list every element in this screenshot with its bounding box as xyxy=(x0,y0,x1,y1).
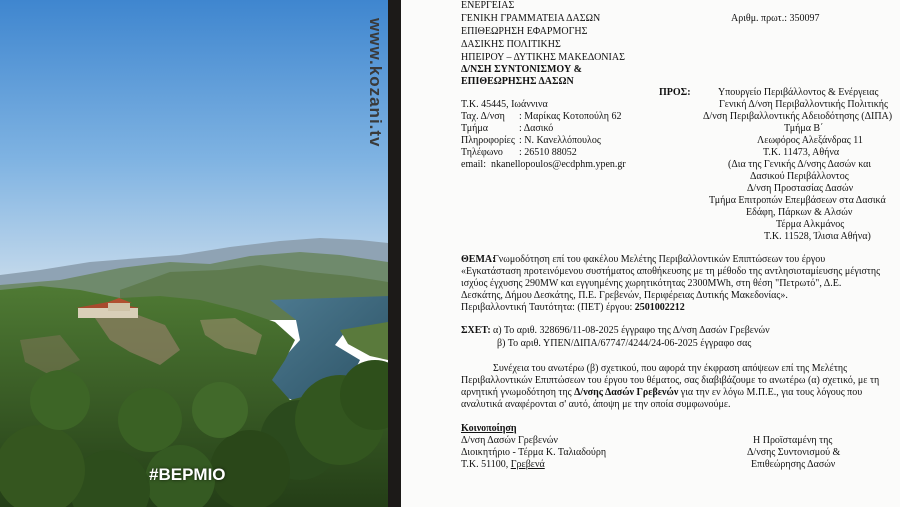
body-text: αρνητική γνωμοδότηση της xyxy=(461,387,575,398)
body-text: για την εν λόγω Μ.Π.Ε., για τους λόγους που xyxy=(678,387,863,398)
sender-line: ΕΝΕΡΓΕΙΑΣ xyxy=(461,0,515,11)
recipient-line: (Δια της Γενικής Δ/νσης Δασών και xyxy=(728,159,872,170)
address-label: Ταχ. Δ/νση xyxy=(461,111,505,122)
cc-city: Γρεβενά xyxy=(510,459,545,470)
signature-line: Επιθεώρησης Δασών xyxy=(751,459,836,470)
cc-line xyxy=(461,459,545,471)
hashtag-label: #ΒΕΡΜΙΟ xyxy=(149,465,226,484)
subject-label: ΘΕΜΑ: xyxy=(461,254,496,265)
cc-line: Δ/νση Δασών Γρεβενών xyxy=(461,435,558,446)
sender-line: ΔΑΣΙΚΗΣ ΠΟΛΙΤΙΚΗΣ xyxy=(461,39,561,50)
reference-line: β) Το αριθ. ΥΠΕΝ/ΔΙΠΑ/67747/4244/24-06-2025 έγγραφο σας xyxy=(497,338,752,349)
body-line: αναλυτικά αναφέρονται σ' αυτό, άποψη με την οποία συμφωνούμε. xyxy=(461,399,731,410)
subject-line xyxy=(461,302,685,314)
recipient-line: Τμήμα Επιτροπών Επεμβάσεων στα Δασικά xyxy=(709,195,886,206)
vermio-lake-landscape xyxy=(0,0,388,507)
protocol-number: Αριθμ. πρωτ.: 350097 xyxy=(731,13,820,24)
document-page xyxy=(401,0,900,507)
subject-line: ισχύος έγχυσης 290MW και εγγυημένης χωρητικότητας 2300MWh, στη θέση "Πετρωτό", Δ.Ε. xyxy=(461,278,842,289)
body-line: Περιβαλλοντικών Επιπτώσεων του έργου του θέματος, σας διαβιβάζουμε το ανωτέρω (α) σχετικό, με τη xyxy=(461,375,880,386)
phone-value: : 26510 88052 xyxy=(519,147,577,158)
landscape-photo xyxy=(0,0,388,507)
department-value: : Δασικό xyxy=(519,123,554,134)
subject-line: Γνωμοδότηση επί του φακέλου Μελέτης Περιβαλλοντικών Επιπτώσεων του έργου xyxy=(493,254,826,265)
recipient-line: Τμήμα Β΄ xyxy=(784,123,824,134)
recipient-line: Τέρμα Αλκμάνος xyxy=(776,219,845,230)
sender-line: ΓΕΝΙΚΗ ΓΡΑΜΜΑΤΕΙΑ ΔΑΣΩΝ xyxy=(461,13,601,24)
recipient-line: Δ/νση Προστασίας Δασών xyxy=(747,183,854,194)
cc-postcode: Τ.Κ. 51100, xyxy=(461,459,511,470)
recipient-line: Δ/νση Περιβαλλοντικής Αδειοδότησης (ΔΙΠΑ) xyxy=(703,111,893,122)
body-emphasis: Δ/νσης Δασών Γρεβενών xyxy=(574,387,679,398)
reference-label: ΣΧΕΤ: xyxy=(461,325,491,336)
pet-code: 2501002212 xyxy=(634,302,685,313)
watermark-text: www.kozani.tv xyxy=(366,18,385,148)
address-value: : Μαρίκας Κοτοπούλη 62 xyxy=(519,111,622,122)
pet-label: Περιβαλλοντική Ταυτότητα: (ΠΕΤ) έργου: xyxy=(461,302,635,313)
sender-line: Δ/ΝΣΗ ΣΥΝΤΟΝΙΣΜΟΥ & xyxy=(461,64,582,75)
to-label: ΠΡΟΣ: xyxy=(659,87,691,98)
sender-line: ΗΠΕΙΡΟΥ – ΔΥΤΙΚΗΣ ΜΑΚΕΔΟΝΙΑΣ xyxy=(461,52,625,63)
recipient-line: Τ.Κ. 11528, Ίλισια Αθήνα) xyxy=(764,231,871,242)
sender-line: ΕΠΙΘΕΩΡΗΣΗΣ ΔΑΣΩΝ xyxy=(461,76,574,87)
recipient-line: Υπουργείο Περιβάλλοντος & Ενέργειας xyxy=(718,87,879,98)
subject-line: «Εγκατάσταση προτεινόμενου συστήματος αποθήκευσης με τη μέθοδο της αντλησιοταμίευσης μέγιστης xyxy=(461,266,881,277)
subject-line: Δεσκάτης, Δήμου Δεσκάτης, Π.Ε. Γρεβενών, Περιφέρειας Δυτικής Μακεδονίας». xyxy=(461,290,788,301)
cc-line: Διοικητήριο - Τέρμα Κ. Ταλιαδούρη xyxy=(461,447,607,458)
recipient-line: Εδάφη, Πάρκων & Αλσών xyxy=(746,207,853,218)
sender-line: ΕΠΙΘΕΩΡΗΣΗ ΕΦΑΡΜΟΓΗΣ xyxy=(461,26,588,37)
email-label: email: xyxy=(461,159,486,170)
email-value: nkanellopoulos@ecdphm.ypen.gr xyxy=(491,159,626,170)
signature-line: Δ/νσης Συντονισμού & xyxy=(747,447,841,458)
department-label: Τμήμα xyxy=(461,123,488,134)
body-line xyxy=(461,387,862,399)
info-label: Πληροφορίες xyxy=(461,135,515,146)
body-line: Συνέχεια του ανωτέρω (β) σχετικού, που αφορά την έκφραση απόψεων επί της Μελέτης xyxy=(493,363,848,374)
phone-label: Τηλέφωνο xyxy=(461,147,503,158)
cc-label: Κοινοποίηση xyxy=(461,423,517,434)
recipient-line: Δασικού Περιβάλλοντος xyxy=(750,171,849,182)
reference-line: α) Το αριθ. 328696/11-08-2025 έγγραφο της Δ/νση Δασών Γρεβενών xyxy=(493,325,770,336)
recipient-line: Γενική Δ/νση Περιβαλλοντικής Πολιτικής xyxy=(719,99,888,110)
divider-strip xyxy=(388,0,401,507)
info-value: : Ν. Κανελλόπουλος xyxy=(519,135,601,146)
signature-line: Η Προϊσταμένη της xyxy=(753,435,833,446)
recipient-line: Λεωφόρος Αλεξάνδρας 11 xyxy=(757,135,863,146)
recipient-line: Τ.Κ. 11473, Αθήνα xyxy=(763,147,840,158)
contact-postcode: Τ.Κ. 45445, Ιωάννινα xyxy=(461,99,548,110)
